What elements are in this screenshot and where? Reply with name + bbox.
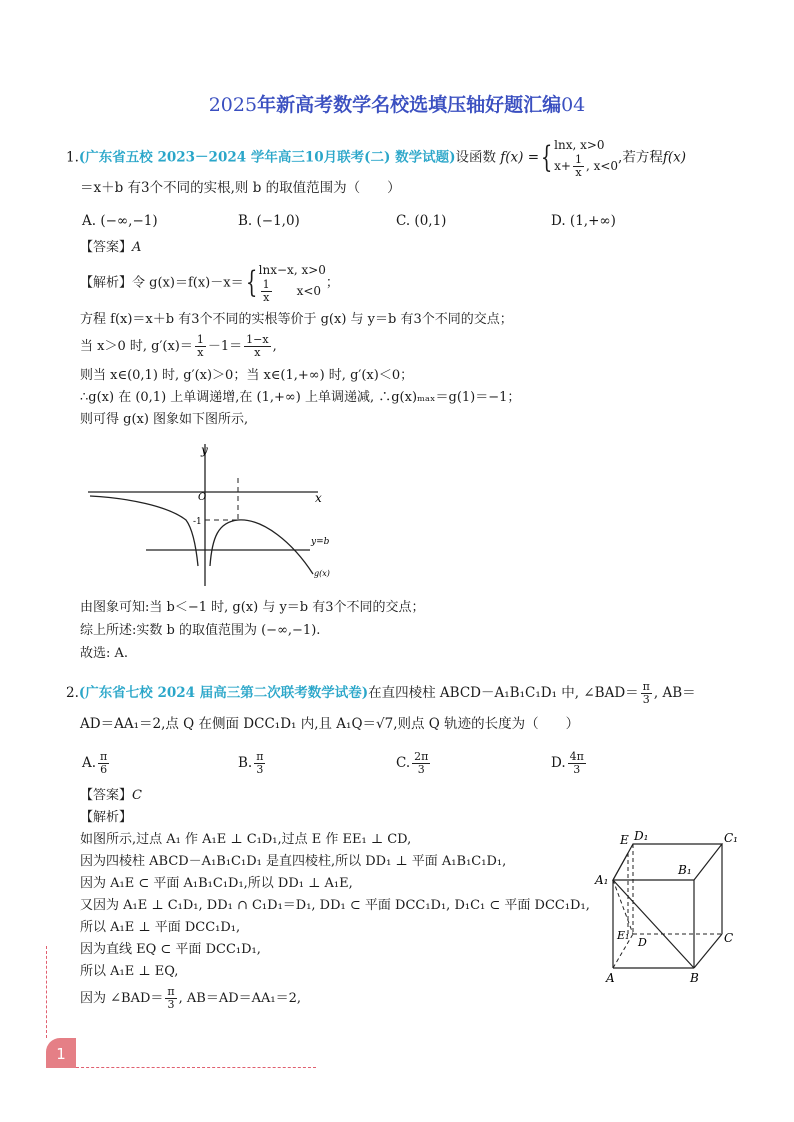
q2-analysis-line7: 所以 A₁E ⊥ EQ, [80, 964, 179, 979]
q1-analysis-line6: 则可得 g(x) 图象如下图所示, [80, 412, 249, 427]
q1-analysis-line5: ∴g(x) 在 (0,1) 上单调递增,在 (1,+∞) 上单调递减, ∴g(x)ₘₐₓ＝g(1)＝−1； [80, 390, 521, 405]
prism-figure [590, 822, 750, 986]
q1-conclusion-3: 故选: A. [80, 646, 129, 661]
page-number: 1 [46, 1038, 76, 1068]
q2-number: 2. [66, 685, 79, 701]
q1-number: 1. [66, 149, 79, 166]
q1-conclusion-1: 由图象可知:当 b＜−1 时, g(x) 与 y＝b 有3个不同的交点； [80, 600, 425, 615]
gx-graph [88, 438, 348, 588]
q1-option-b: B. (−1,0) [238, 213, 300, 229]
q1-conclusion-2: 综上所述:实数 b 的取值范围为 (−∞,−1). [80, 623, 321, 638]
q1-option-a: A. (−∞,−1) [82, 213, 158, 229]
q2-analysis-label: 【解析】 [80, 810, 133, 825]
q2-analysis-line5: 所以 A₁E ⊥ 平面 DCC₁D₁, [80, 920, 241, 935]
label-C1: C₁ [724, 831, 738, 845]
q1-answer: 【答案】A [80, 240, 142, 255]
curve-left-branch [90, 496, 198, 566]
page-border-vertical [46, 946, 47, 1038]
q2-analysis-line3: 因为 A₁E ⊂ 平面 A₁B₁C₁D₁,所以 DD₁ ⊥ A₁E, [80, 876, 353, 891]
q2-analysis-line1: 如图所示,过点 A₁ 作 A₁E ⊥ C₁D₁,过点 E 作 EE₁ ⊥ CD, [80, 832, 412, 847]
page-title: 2025年新高考数学名校选填压轴好题汇编04 [208, 94, 586, 116]
q2-analysis-line6: 因为直线 EQ ⊂ 平面 DCC₁D₁, [80, 942, 261, 957]
q1-piecewise: lnx, x>0 x+ $\frac{1}{x}$ , x<0 [554, 138, 619, 179]
q2-answer: 【答案】C [80, 788, 142, 803]
q1-option-c: C. (0,1) [396, 213, 447, 229]
q2-stem-line1: 2.(广东省七校 2024 届高三第二次联考数学试卷)在直四棱柱 ABCD－A₁B₁C₁D₁ 中, ∠BAD＝ $\frac{\pi}{3}$ , AB＝ [66, 680, 696, 706]
q2-option-b: B. $\frac{\pi}{3}$ [238, 750, 264, 776]
q2-analysis-line2: 因为四棱柱 ABCD－A₁B₁C₁D₁ 是直四棱柱,所以 DD₁ ⊥ 平面 A₁B₁C₁D₁, [80, 854, 507, 869]
q2-analysis-line8: 因为 ∠BAD＝ $\frac{\pi}{3}$ , AB＝AD＝AA₁＝2, [80, 985, 302, 1011]
q2-source: (广东省七校 2024 届高三第二次联考数学试卷) [78, 685, 369, 701]
curve-right-branch [210, 520, 313, 574]
q1-analysis-line3: 当 x＞0 时, g′(x)＝ $\frac{1}{x}$ －1＝ $\frac{1-x}{x}$ , [80, 333, 277, 359]
page-border-horizontal [76, 1067, 316, 1068]
label-D1: D₁ [634, 829, 649, 843]
label-E: E [620, 833, 629, 847]
q1-source: (广东省五校 2023－2024 学年高三10月联考(二) 数学试题) [78, 149, 456, 166]
label-y-eq-b: y=b [311, 537, 330, 547]
label-B: B [690, 971, 699, 985]
q2-option-c: C. $\frac{2\pi}{3}$ [396, 750, 429, 776]
label-x: x [315, 491, 322, 505]
q2-option-a: A. $\frac{\pi}{6}$ [82, 750, 108, 776]
q1-analysis-line2: 方程 f(x)＝x＋b 有3个不同的实根等价于 g(x) 与 y＝b 有3个不同的交点； [80, 312, 513, 327]
label-origin: O [198, 492, 207, 503]
label-D: D [638, 936, 647, 949]
q1-stem-line1: 1.(广东省五校 2023－2024 学年高三10月联考(二) 数学试题)设函数 f(x) ={ lnx, x>0 x+ $\frac{1}{x}$ , x<0 ,若方程f(x) [66, 138, 686, 179]
q1-analysis-line4: 则当 x∈(0,1) 时, g′(x)＞0；当 x∈(1,+∞) 时, g′(x)＜0； [80, 368, 414, 383]
label-neg1: -1 [193, 517, 202, 527]
label-gx: g(x) [314, 569, 330, 578]
label-C: C [724, 931, 734, 945]
q2-stem-line2: AD＝AA₁＝2,点 Q 在侧面 DCC₁D₁ 内,且 A₁Q＝√7,则点 Q 轨迹的长度为（ ） [80, 716, 580, 732]
top-face [613, 844, 722, 880]
label-B1: B₁ [678, 863, 692, 877]
label-y: y [201, 443, 208, 457]
label-A: A [606, 971, 615, 985]
q2-option-d: D. $\frac{4\pi}{3}$ [551, 750, 584, 776]
label-A1: A₁ [595, 873, 609, 887]
q1-analysis-line1: 【解析】令 g(x)＝f(x)－x＝{ lnx−x, x>0 $\frac{1}{x}$ x<0 ； [80, 263, 339, 304]
q1-option-d: D. (1,+∞) [551, 213, 616, 229]
q1-stem-line2: ＝x＋b 有3个不同的实根,则 b 的取值范围为（ ） [80, 180, 401, 196]
label-E1: E₁ [617, 929, 630, 942]
q2-analysis-line4: 又因为 A₁E ⊥ C₁D₁, DD₁ ∩ C₁D₁＝D₁, DD₁ ⊂ 平面 DCC₁D₁, D₁C₁ ⊂ 平面 DCC₁D₁, [80, 898, 590, 913]
q1-brace: { [540, 140, 553, 175]
